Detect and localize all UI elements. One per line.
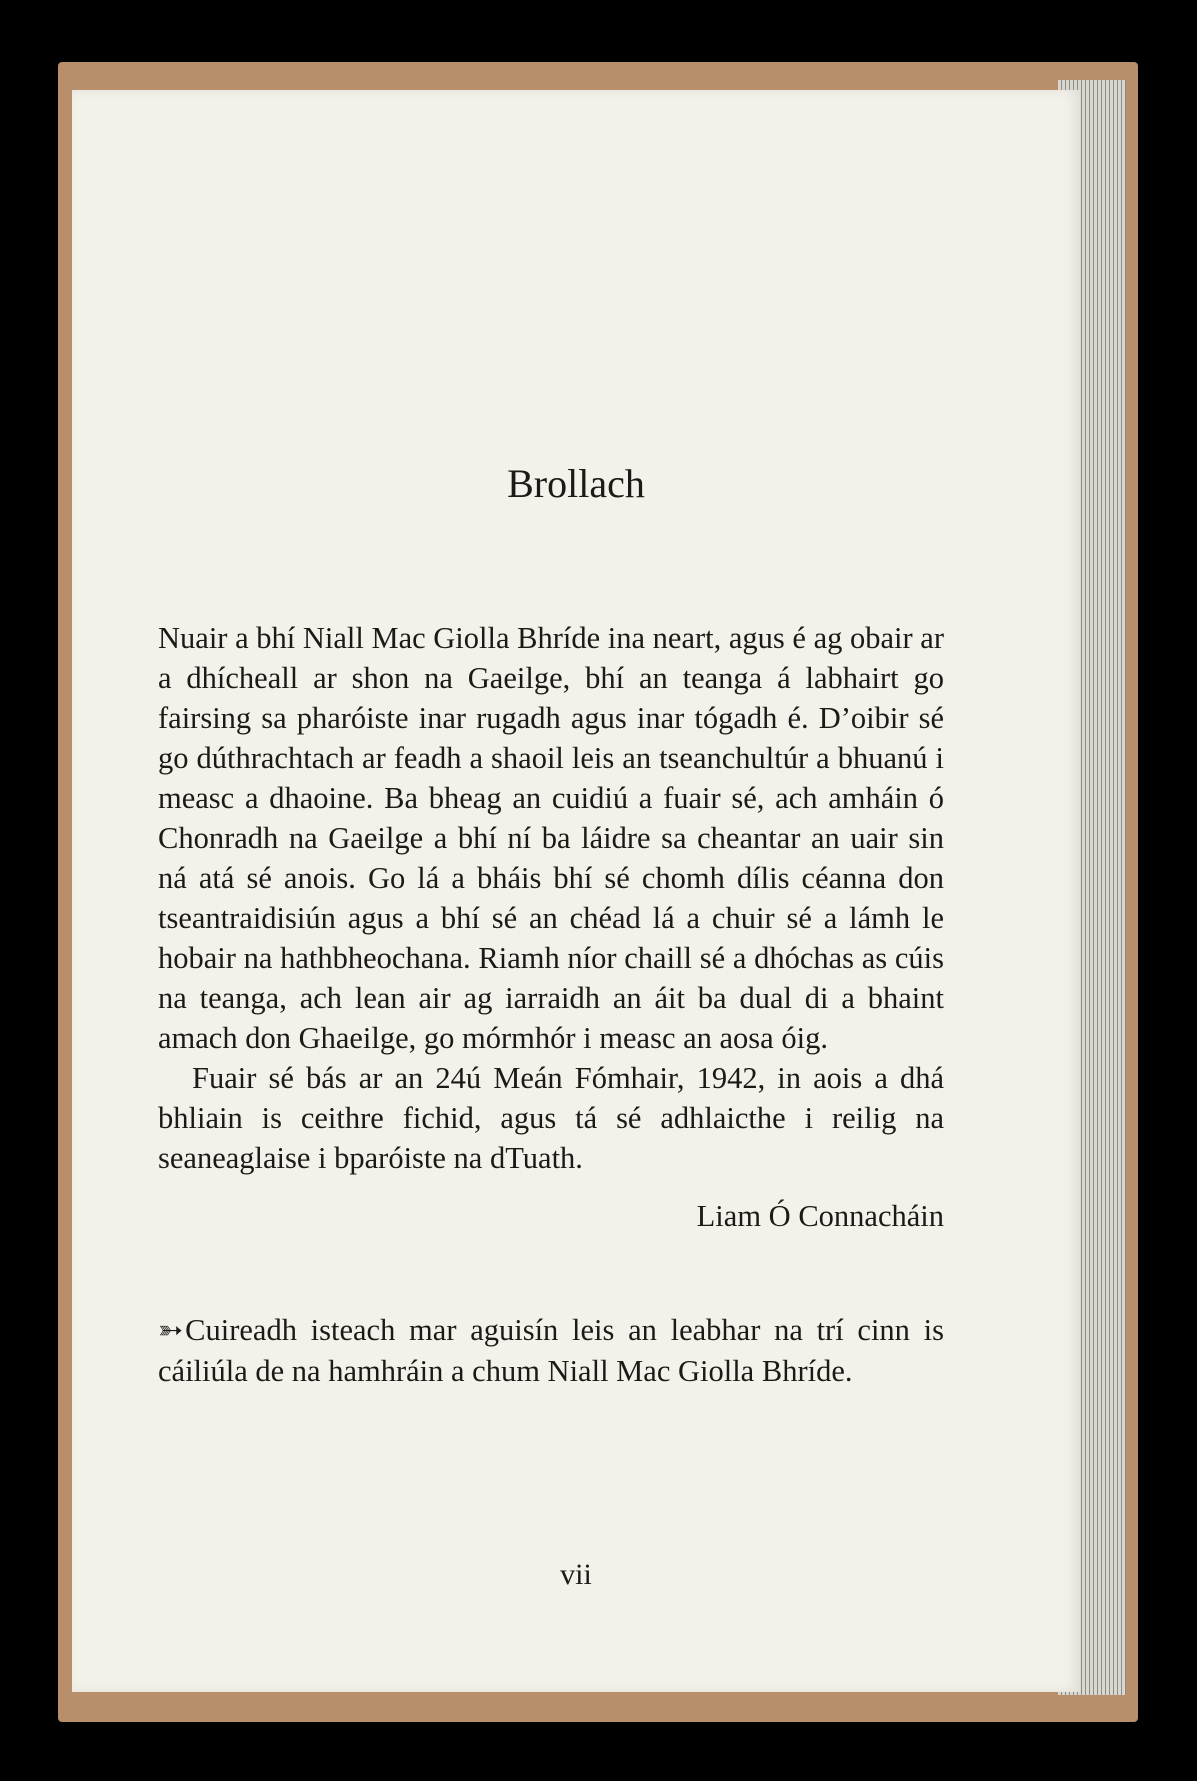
page-title: Brollach bbox=[507, 461, 645, 506]
paragraph-2: Fuair sé bás ar an 24ú Meán Fómhair, 1942, in aois a dhá bhliain is ceithre fichid, agus tá sé adhlaicthe i reilig na seaneaglaise i bparóiste na dTuath. bbox=[158, 1061, 944, 1175]
footnote-text: Cuireadh isteach mar aguisín leis an leabhar na trí cinn is cáiliúla de na hamhráin a chum Niall Mac Giolla Bhríde. bbox=[158, 1313, 944, 1388]
footnote bbox=[158, 1310, 944, 1391]
book-page bbox=[72, 90, 1080, 1692]
page-number: vii bbox=[560, 1558, 592, 1591]
paragraph-1: Nuair a bhí Niall Mac Giolla Bhríde ina neart, agus é ag obair ar a dhícheall ar shon na Gaeilge, bhí an teanga á labhairt go fairsing sa pharóiste inar rugadh agus inar tógadh é. D’oibir sé go dúthrachtach ar feadh a shaoil leis an tseanchultúr a bhuanú i measc a dhaoine. Ba bheag an cuidiú a fuair sé, ach amháin ó Chonradh na Gaeilge a bhí ní ba láidre sa cheantar an uair sin ná atá sé anois. Go lá a bháis bhí sé chomh dílis céanna don tseantraidisiún agus a bhí sé an chéad lá a chuir sé a lámh le hobair na hathbheochana. Riamh níor chaill sé a dhóchas as cúis na teanga, ach lean air ag iarraidh an áit ba dual di a bhaint amach don Ghaeilge, go mórmhór i measc an aosa óig. bbox=[158, 621, 944, 1055]
pointer-arrow-icon: ➳ bbox=[158, 1314, 184, 1347]
signature: Liam Ó Connacháin bbox=[696, 1199, 944, 1233]
body-text bbox=[158, 618, 944, 1391]
